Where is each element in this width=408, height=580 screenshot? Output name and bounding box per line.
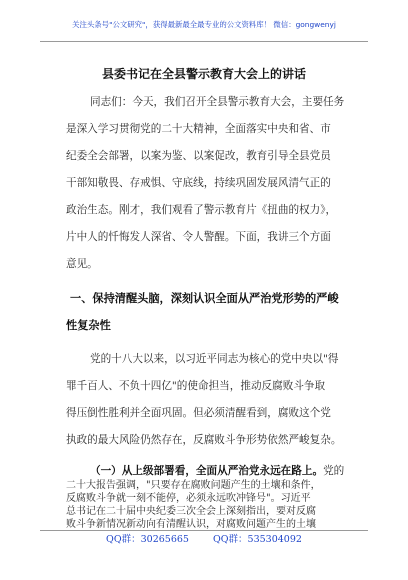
header-divider xyxy=(40,41,368,42)
subsection-first-line xyxy=(90,464,344,478)
intro-line: 片中人的忏悔发人深省、令人警醒。下面，我讲三个方面 xyxy=(66,231,331,243)
intro-line: 同志们：今天，我们召开全县警示教育大会，主要任务 xyxy=(90,96,345,108)
document-title: 县委书记在全县警示教育大会上的讲话 xyxy=(101,67,306,81)
intro-line: 意见。 xyxy=(66,258,98,270)
footer-qq-right: QQ群：535304092 xyxy=(212,534,302,545)
header-banner: 关注头条号"公文研究"，获得最新最全最专业的公文资料库！ 微信：gongwenyj xyxy=(72,20,336,29)
subsection-paragraph-line: 反腐败斗争就一刻不能停，必须永远吹冲锋号"。习近平 xyxy=(66,493,311,504)
section-heading: 一、保持清醒头脑，深刻认识全面从严治党形势的严峻 xyxy=(70,291,339,305)
section-paragraph-line: 罪千百人、不负十四亿"的使命担当，推动反腐败斗争取 xyxy=(66,380,326,392)
intro-line: 政治生态。刚才，我们观看了警示教育片《扭曲的权力》， xyxy=(66,204,337,216)
footer-divider xyxy=(40,530,368,531)
section-heading: 性复杂性 xyxy=(66,318,111,332)
section-paragraph-line: 得压倒性胜利并全面巩固。但必须清醒看到，腐败这个党 xyxy=(66,407,331,419)
intro-line: 是深入学习贯彻党的二十大精神，全面落实中央和省、市 xyxy=(66,123,331,135)
footer-qq-left: QQ群：30265665 xyxy=(106,534,189,545)
subsection-paragraph-line: 败斗争新情况新动向有清醒认识，对腐败问题产生的土壤 xyxy=(66,519,316,530)
intro-line: 干部知敬畏、存戒惧、守底线，持续巩固发展风清气正的 xyxy=(66,177,331,189)
footer xyxy=(0,534,408,546)
subsection-paragraph-line: 总书记在二十届中央纪委三次全会上深刻指出，要对反腐 xyxy=(66,506,316,517)
subsection-heading-tail: 党的 xyxy=(323,465,345,477)
section-paragraph-line: 执政的最大风险仍然存在，反腐败斗争形势依然严峻复杂。 xyxy=(66,434,342,446)
subsection-paragraph-line: 二十大报告强调，"只要存在腐败问题产生的土壤和条件， xyxy=(66,480,321,491)
subsection-heading: （一）从上级部署看，全面从严治党永远在路上。 xyxy=(90,465,324,477)
section-paragraph-line: 党的十八大以来，以习近平同志为核心的党中央以"得 xyxy=(90,353,339,365)
intro-line: 纪委全会部署，以案为鉴、以案促改，教育引导全县党员 xyxy=(66,150,331,162)
